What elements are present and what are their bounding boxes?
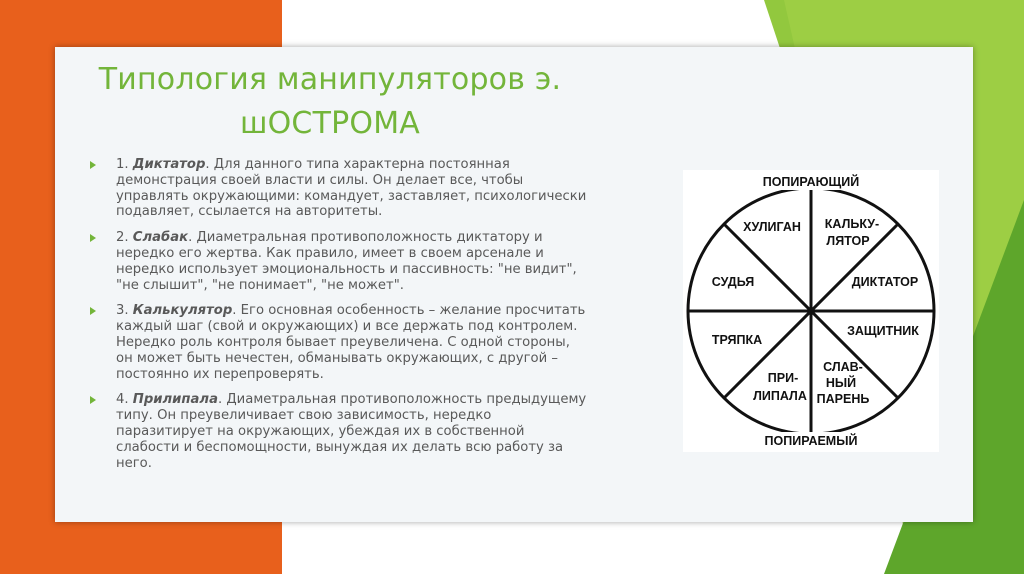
bullet-text: . Для данного типа характерна постоянная демонстрация своей власти и силы. Он делает все, чтобы управлять окружающими: командует, заставляет, психологически подавляет, ссылается на авторитеты.	[116, 157, 587, 220]
slide-title: Типология манипуляторов э. шОСТРОМА	[98, 62, 562, 141]
label-top-popirayushchiy: ПОПИРАЮЩИЙ	[762, 175, 860, 189]
bullet-arrow-icon	[90, 234, 96, 242]
bullet-number: 1.	[116, 157, 129, 172]
bullet-term: Калькулятор	[132, 303, 233, 319]
segment-kalkulyator: КАЛЬКУ-	[824, 217, 880, 231]
bullet-text: . Диаметральная противоположность предыдущему типу. Он преувеличивает свою зависимость, нередко паразитирует на окружающих, убеждая их в собственной слабости и беспомощности, вынуждая их делать всю работу за него.	[116, 392, 587, 471]
segment-huligan: ХУЛИГАН	[743, 220, 801, 234]
bullet-item	[88, 392, 588, 471]
bullet-number: 2.	[116, 230, 129, 246]
segment-sudya: СУДЬЯ	[711, 275, 755, 289]
bullet-list	[88, 157, 588, 481]
segment-zashchitnik: ЗАЩИТНИК	[847, 324, 919, 338]
segment-tryapka: ТРЯПКА	[711, 333, 763, 347]
segment-diktator: ДИКТАТОР	[851, 275, 919, 289]
segment-prilipala: ЛИПАЛА	[753, 389, 807, 403]
bullet-term: Слабак	[132, 230, 189, 246]
bullet-item	[88, 303, 588, 382]
bullet-item	[88, 230, 588, 293]
segment-prilipala: ПРИ-	[767, 371, 799, 385]
bullet-arrow-icon	[90, 396, 96, 404]
bullet-term: Прилипала	[132, 392, 218, 408]
segment-slavny-paren: СЛАВ-	[823, 360, 863, 374]
segment-slavny-paren: ПАРЕНЬ	[816, 392, 870, 406]
bullet-text: . Диаметральная противоположность диктатору и нередко его жертва. Как правило, имеет в своем арсенале и нередко использует эмоциональность и пассивность: "не видит", "не слышит", "не понимает", "не может".	[116, 230, 577, 293]
manipulator-circle-diagram	[683, 170, 939, 452]
segment-kalkulyator: ЛЯТОР	[826, 234, 870, 248]
bullet-term: Диктатор	[132, 157, 206, 172]
bullet-arrow-icon	[90, 307, 96, 315]
bullet-item	[88, 157, 588, 220]
bullet-text: . Его основная особенность – желание просчитать каждый шаг (свой и окружающих) и все держать под контролем. Нередко роль контроля бывает преувеличена. С одной стороны, он может быть нечестен, обманывать окружающих, с другой – постоянно их перепроверять.	[116, 303, 586, 382]
label-bottom-popiraemyy: ПОПИРАЕМЫЙ	[764, 434, 858, 448]
bullet-number: 4.	[116, 392, 129, 408]
bullet-number: 3.	[116, 303, 129, 319]
bullet-arrow-icon	[90, 161, 96, 169]
segment-slavny-paren: НЫЙ	[825, 376, 857, 390]
